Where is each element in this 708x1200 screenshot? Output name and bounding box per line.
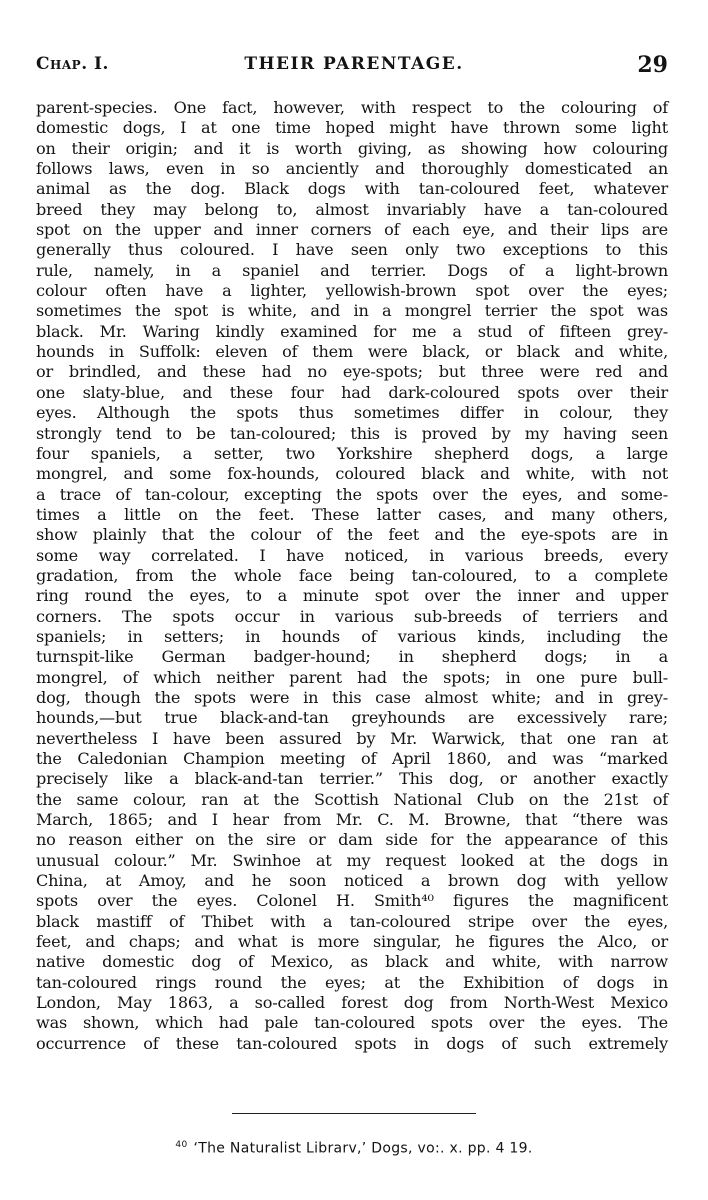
text-line: no reason either on the sire or dam side for the appearance of this (36, 830, 668, 850)
footnote-rule (232, 1113, 476, 1114)
text-line: strongly tend to be tan-coloured; this is proved by my having seen (36, 423, 668, 443)
text-line: animal as the dog. Black dogs with tan-coloured feet, whatever (36, 179, 668, 199)
text-line: native domestic dog of Mexico, as black and white, with narrow (36, 952, 668, 972)
text-line: hounds,—but true black-and-tan greyhounds are excessively rare; (36, 708, 668, 728)
text-line: spot on the upper and inner corners of each eye, and their lips are (36, 220, 668, 240)
text-line: was shown, which had pale tan-coloured spots over the eyes. The (36, 1013, 668, 1033)
text-line: China, at Amoy, and he soon noticed a brown dog with yellow (36, 871, 668, 891)
text-line: a trace of tan-colour, excepting the spots over the eyes, and some- (36, 484, 668, 504)
text-line: or brindled, and these had no eye-spots; but three were red and (36, 362, 668, 382)
text-line: corners. The spots occur in various sub-breeds of terriers and (36, 606, 668, 626)
text-line: nevertheless I have been assured by Mr. Warwick, that one ran at (36, 728, 668, 748)
text-line: some way correlated. I have noticed, in various breeds, every (36, 545, 668, 565)
text-line: the Caledonian Champion meeting of April 1860, and was “marked (36, 749, 668, 768)
text-line: unusual colour.” Mr. Swinhoe at my request looked at the dogs in (36, 850, 668, 870)
page-number: 29 (637, 52, 668, 78)
text-line: parent-species. One fact, however, with respect to the colouring of (36, 98, 668, 117)
text-line: the same colour, ran at the Scottish National Club on the 21st of (36, 789, 668, 809)
body-text (36, 98, 668, 1054)
footnote-mark: 40 (175, 1140, 188, 1150)
text-line: show plainly that the colour of the feet and the eye-spots are in (36, 525, 668, 545)
text-line: black mastiff of Thibet with a tan-coloured stripe over the eyes, (36, 911, 668, 931)
text-line: ring round the eyes, to a minute spot over the inner and upper (36, 586, 668, 606)
text-line: hounds in Suffolk: eleven of them were black, or black and white, (36, 342, 668, 362)
text-line: tan-coloured rings round the eyes; at the Exhibition of dogs in (36, 972, 668, 992)
text-line: spots over the eyes. Colonel H. Smith⁴⁰ figures the magnificent (36, 891, 668, 911)
text-line: rule, namely, in a spaniel and terrier. Dogs of a light-brown (36, 260, 668, 280)
text-line: one slaty-blue, and these four had dark-coloured spots over their (36, 382, 668, 402)
text-line: domestic dogs, I at one time hoped might have thrown some light (36, 118, 668, 138)
text-line: mongrel, of which neither parent had the spots; in one pure bull- (36, 667, 668, 687)
text-line: eyes. Although the spots thus sometimes differ in colour, they (36, 403, 668, 423)
text-line: mongrel, and some fox-hounds, coloured black and white, with not (36, 464, 668, 484)
text-line: dog, though the spots were in this case almost white; and in grey- (36, 687, 668, 707)
text-line: black. Mr. Waring kindly examined for me a stud of fifteen grey- (36, 321, 668, 341)
text-line: on their origin; and it is worth giving, as showing how colouring (36, 138, 668, 158)
text-line: turnspit-like German badger-hound; in shepherd dogs; in a (36, 647, 668, 667)
footnote-text: ‘The Naturalist Librarv,’ Dogs, vo:. x. pp. 4 19. (193, 1140, 533, 1157)
text-line: follows laws, even in so anciently and thoroughly domesticated an (36, 159, 668, 179)
text-line: gradation, from the whole face being tan-coloured, to a complete (36, 565, 668, 585)
text-line: March, 1865; and I hear from Mr. C. M. Browne, that “there was (36, 810, 668, 830)
text-line: colour often have a lighter, yellowish-brown spot over the eyes; (36, 281, 668, 301)
text-line: spaniels; in setters; in hounds of various kinds, including the (36, 626, 668, 646)
text-line: feet, and chaps; and what is more singular, he figures the Alco, or (36, 932, 668, 952)
text-line: breed they may belong to, almost invariably have a tan-coloured (36, 199, 668, 219)
text-line: sometimes the spot is white, and in a mongrel terrier the spot was (36, 301, 668, 321)
running-header (36, 52, 672, 82)
text-line: four spaniels, a setter, two Yorkshire shepherd dogs, a large (36, 443, 668, 463)
text-line: times a little on the feet. These latter cases, and many others, (36, 504, 668, 524)
footnote (0, 1140, 708, 1157)
text-line: generally thus coloured. I have seen only two exceptions to this (36, 240, 668, 260)
text-line: occurrence of these tan-coloured spots in dogs of such extremely (36, 1033, 668, 1053)
text-line: precisely like a black-and-tan terrier.” This dog, or another exactly (36, 769, 668, 789)
chapter-label: Chap. I. (36, 54, 109, 74)
running-title: THEIR PARENTAGE. (244, 54, 464, 74)
text-line: London, May 1863, a so-called forest dog from North-West Mexico (36, 993, 668, 1013)
